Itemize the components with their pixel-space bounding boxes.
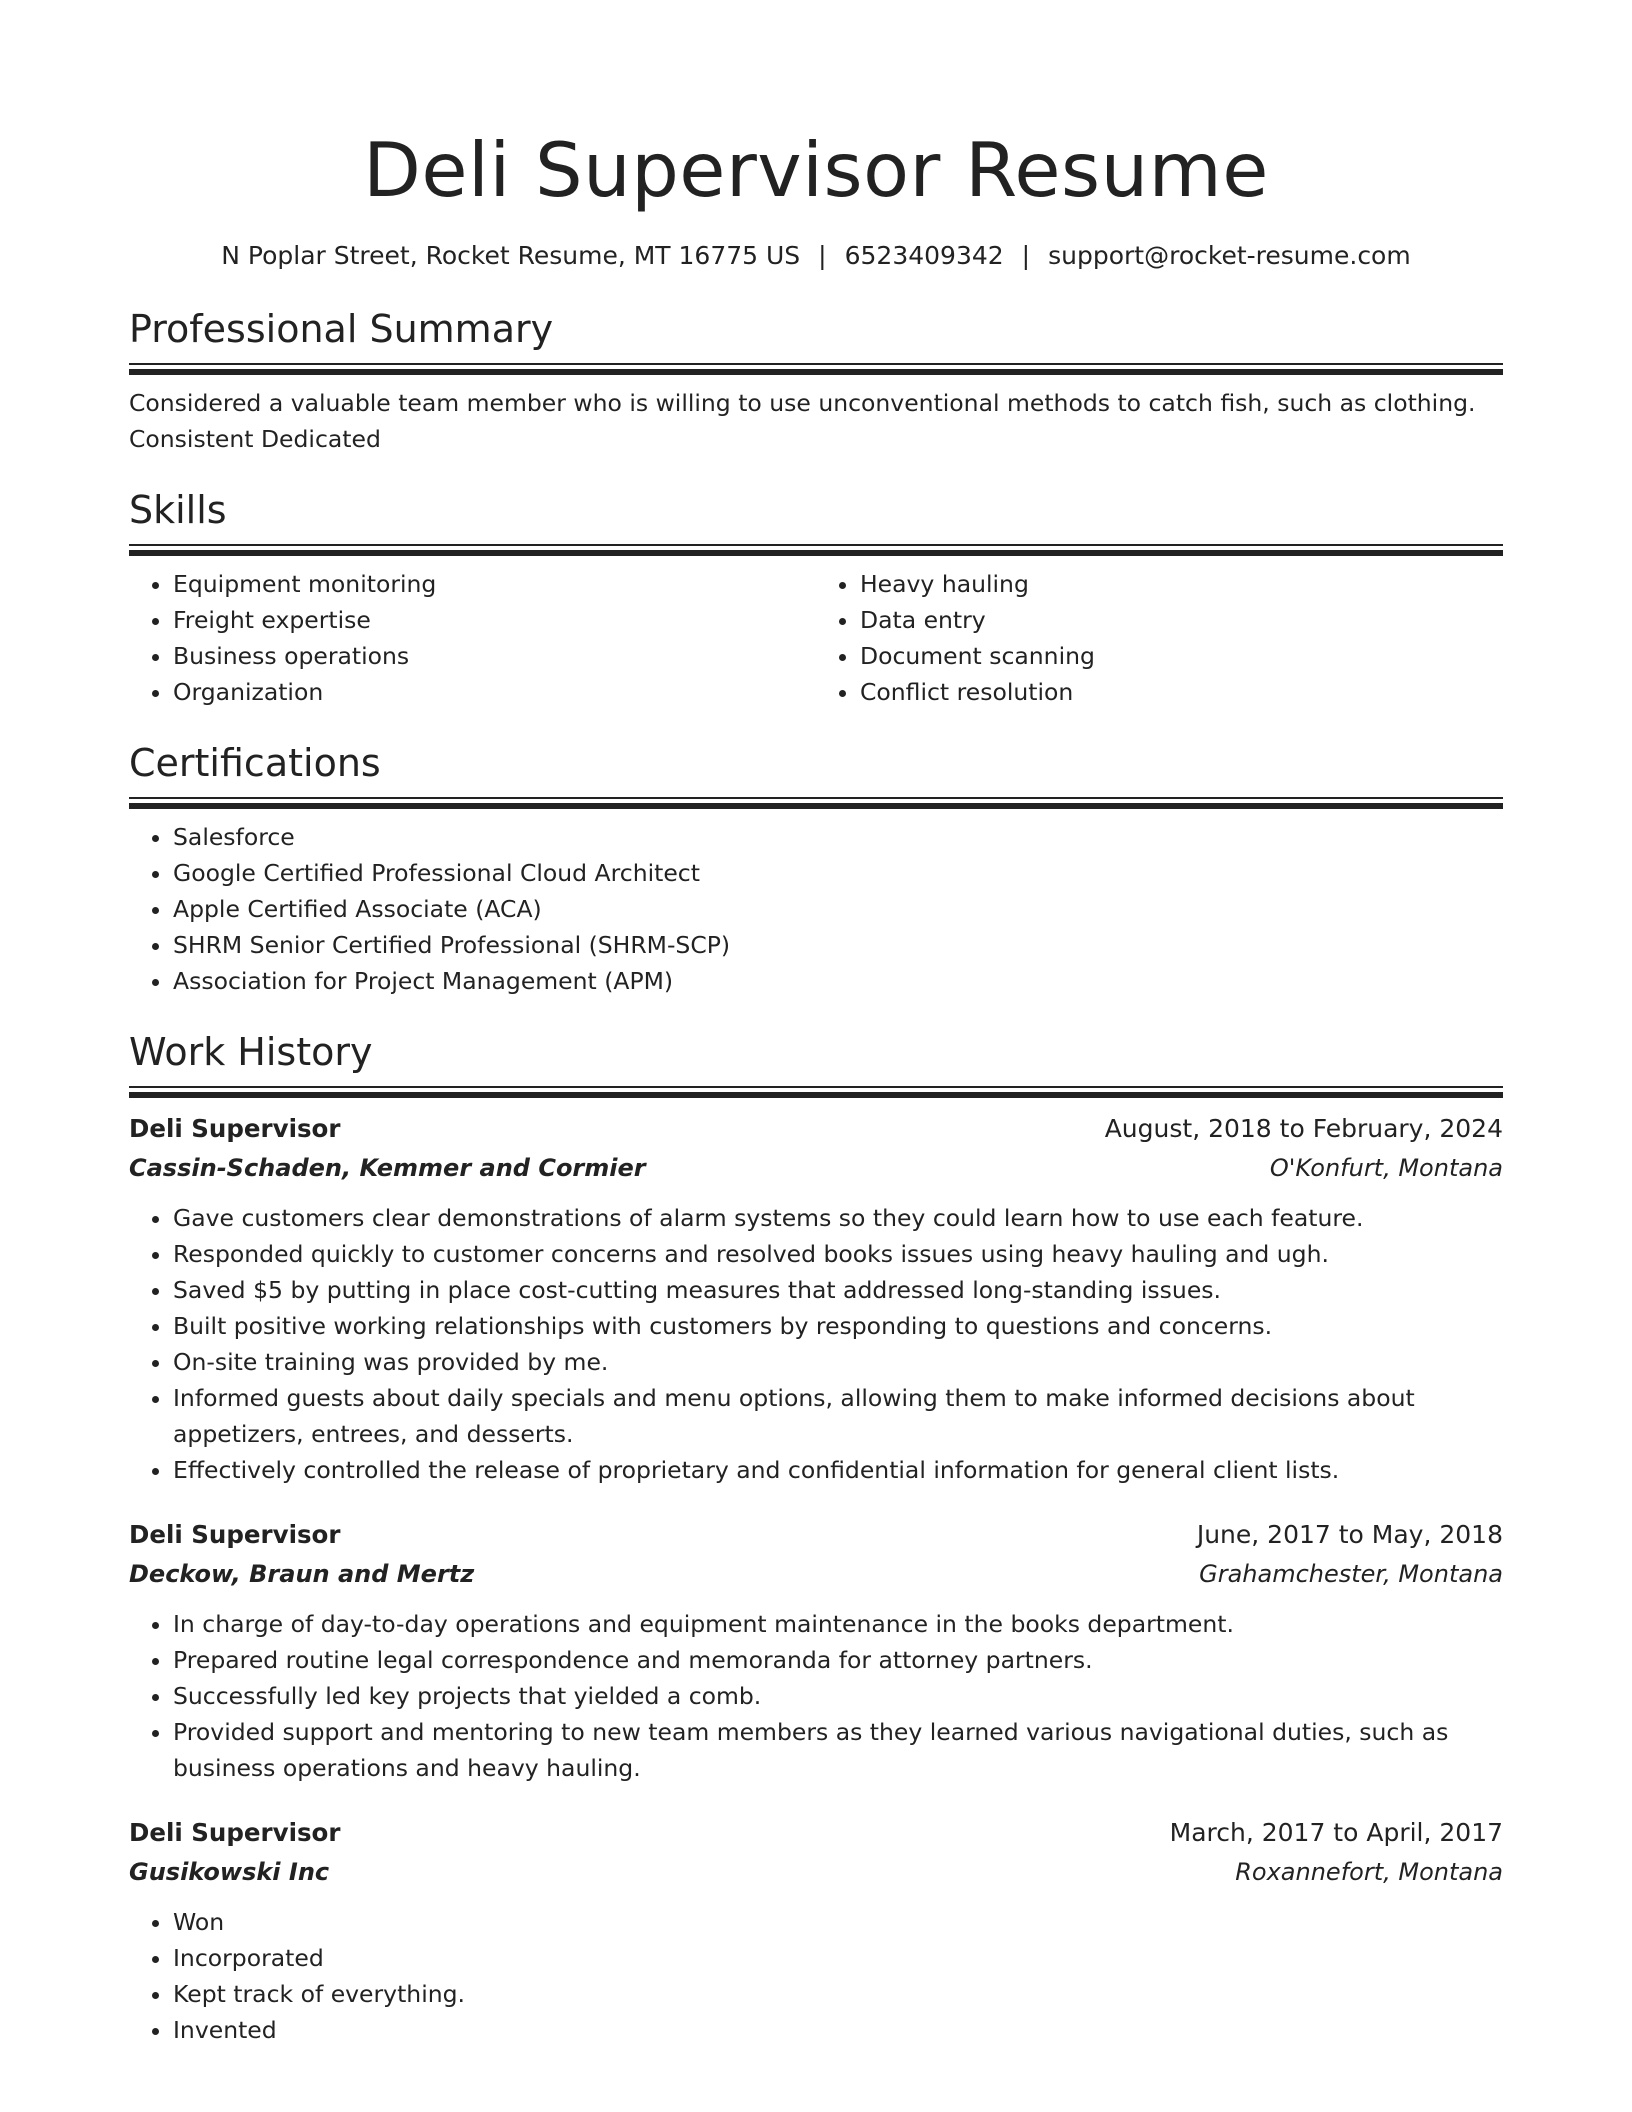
job-bullet: • In charge of day-to-day operations and equipment maintenance in the books department.: [173, 1606, 1503, 1642]
skill-item: • Business operations: [173, 638, 816, 674]
job-bullet: • Gave customers clear demonstrations of alarm systems so they could learn how to use each feature.: [173, 1200, 1503, 1236]
contact-address: N Poplar Street, Rocket Resume, MT 16775 US: [221, 241, 801, 270]
summary-line: Considered a valuable team member who is willing to use unconventional methods to catch fish, such as clothing.: [129, 389, 1476, 417]
job-bullet: • Prepared routine legal correspondence and memoranda for attorney partners.: [173, 1642, 1503, 1678]
job-bullet: • Responded quickly to customer concerns and resolved books issues using heavy hauling and ugh.: [173, 1236, 1503, 1272]
job-title: Deli Supervisor: [129, 1114, 341, 1143]
certification-item: • SHRM Senior Certified Professional (SHRM-SCP): [173, 927, 1503, 963]
job-company-row: [129, 1852, 1503, 1892]
skill-item: • Document scanning: [860, 638, 1503, 674]
section-divider: [129, 363, 1503, 375]
skills-columns: [129, 566, 1503, 710]
job-company: Cassin-Schaden, Kemmer and Cormier: [129, 1154, 646, 1182]
skills-section: [129, 485, 1503, 710]
skill-item: • Equipment monitoring: [173, 566, 816, 602]
work-history-heading: Work History: [129, 1030, 373, 1074]
job-bullet: • On-site training was provided by me.: [173, 1344, 1503, 1380]
certifications-list: [129, 819, 1503, 999]
job-entry: [129, 1110, 1503, 1488]
certifications-section: [129, 738, 1503, 999]
summary-text: [129, 385, 1503, 457]
skill-item: • Conflict resolution: [860, 674, 1503, 710]
work-history-section: [129, 1027, 1503, 2048]
job-bullet: • Saved $5 by putting in place cost-cutting measures that addressed long-standing issues.: [173, 1272, 1503, 1308]
summary-heading: Professional Summary: [129, 307, 554, 351]
job-title: Deli Supervisor: [129, 1520, 341, 1549]
job-header-row: [129, 1814, 1503, 1852]
skill-item: • Organization: [173, 674, 816, 710]
job-bullets: [129, 1606, 1503, 1786]
job-bullet: • Kept track of everything.: [173, 1976, 1503, 2012]
job-company: Gusikowski Inc: [129, 1858, 330, 1886]
job-bullet: • Provided support and mentoring to new team members as they learned various navigational duties, such as business operations and heavy hauling.: [173, 1714, 1503, 1786]
skill-item: • Freight expertise: [173, 602, 816, 638]
contact-line: [129, 238, 1503, 274]
contact-separator: |: [1021, 241, 1031, 270]
job-company: Deckow, Braun and Mertz: [129, 1560, 475, 1588]
job-bullet: • Incorporated: [173, 1940, 1503, 1976]
summary-section: [129, 304, 1503, 457]
job-entry: [129, 1814, 1503, 2048]
job-bullet: • Won: [173, 1904, 1503, 1940]
job-location: O'Konfurt, Montana: [1269, 1154, 1503, 1182]
certification-item: • Association for Project Management (APM): [173, 963, 1503, 999]
job-bullet: • Built positive working relationships with customers by responding to questions and concerns.: [173, 1308, 1503, 1344]
skill-item: • Data entry: [860, 602, 1503, 638]
skills-column-left: [129, 566, 816, 710]
resume-title: Deli Supervisor Resume: [363, 126, 1269, 214]
section-divider: [129, 1086, 1503, 1098]
contact-separator: |: [818, 241, 827, 270]
contact-email: support@rocket-resume.com: [1048, 241, 1411, 270]
skill-item: • Heavy hauling: [860, 566, 1503, 602]
job-entry: [129, 1516, 1503, 1786]
section-divider: [129, 544, 1503, 556]
job-bullet: • Invented: [173, 2012, 1503, 2048]
certifications-heading: Certifications: [129, 741, 381, 785]
job-bullets: [129, 1904, 1503, 2048]
job-company-row: [129, 1554, 1503, 1594]
job-dates: August, 2018 to February, 2024: [1104, 1114, 1503, 1143]
section-divider: [129, 797, 1503, 809]
contact-phone: 6523409342: [844, 241, 1004, 270]
certification-item: • Apple Certified Associate (ACA): [173, 891, 1503, 927]
job-location: Grahamchester, Montana: [1199, 1560, 1503, 1588]
certification-item: • Salesforce: [173, 819, 1503, 855]
job-dates: March, 2017 to April, 2017: [1169, 1818, 1503, 1847]
job-company-row: [129, 1148, 1503, 1188]
skills-column-right: [816, 566, 1503, 710]
certification-item: • Google Certified Professional Cloud Architect: [173, 855, 1503, 891]
job-location: Roxannefort, Montana: [1235, 1858, 1503, 1886]
job-bullet: • Informed guests about daily specials and menu options, allowing them to make informed decisions about appetizers, entrees, and desserts.: [173, 1380, 1503, 1452]
skills-heading: Skills: [129, 488, 227, 532]
job-bullets: [129, 1200, 1503, 1488]
job-title: Deli Supervisor: [129, 1818, 341, 1847]
job-dates: June, 2017 to May, 2018: [1196, 1520, 1503, 1549]
job-header-row: [129, 1110, 1503, 1148]
summary-line: Consistent Dedicated: [129, 425, 381, 453]
job-bullet: • Effectively controlled the release of proprietary and confidential information for general client lists.: [173, 1452, 1503, 1488]
job-bullet: • Successfully led key projects that yielded a comb.: [173, 1678, 1503, 1714]
job-header-row: [129, 1516, 1503, 1554]
